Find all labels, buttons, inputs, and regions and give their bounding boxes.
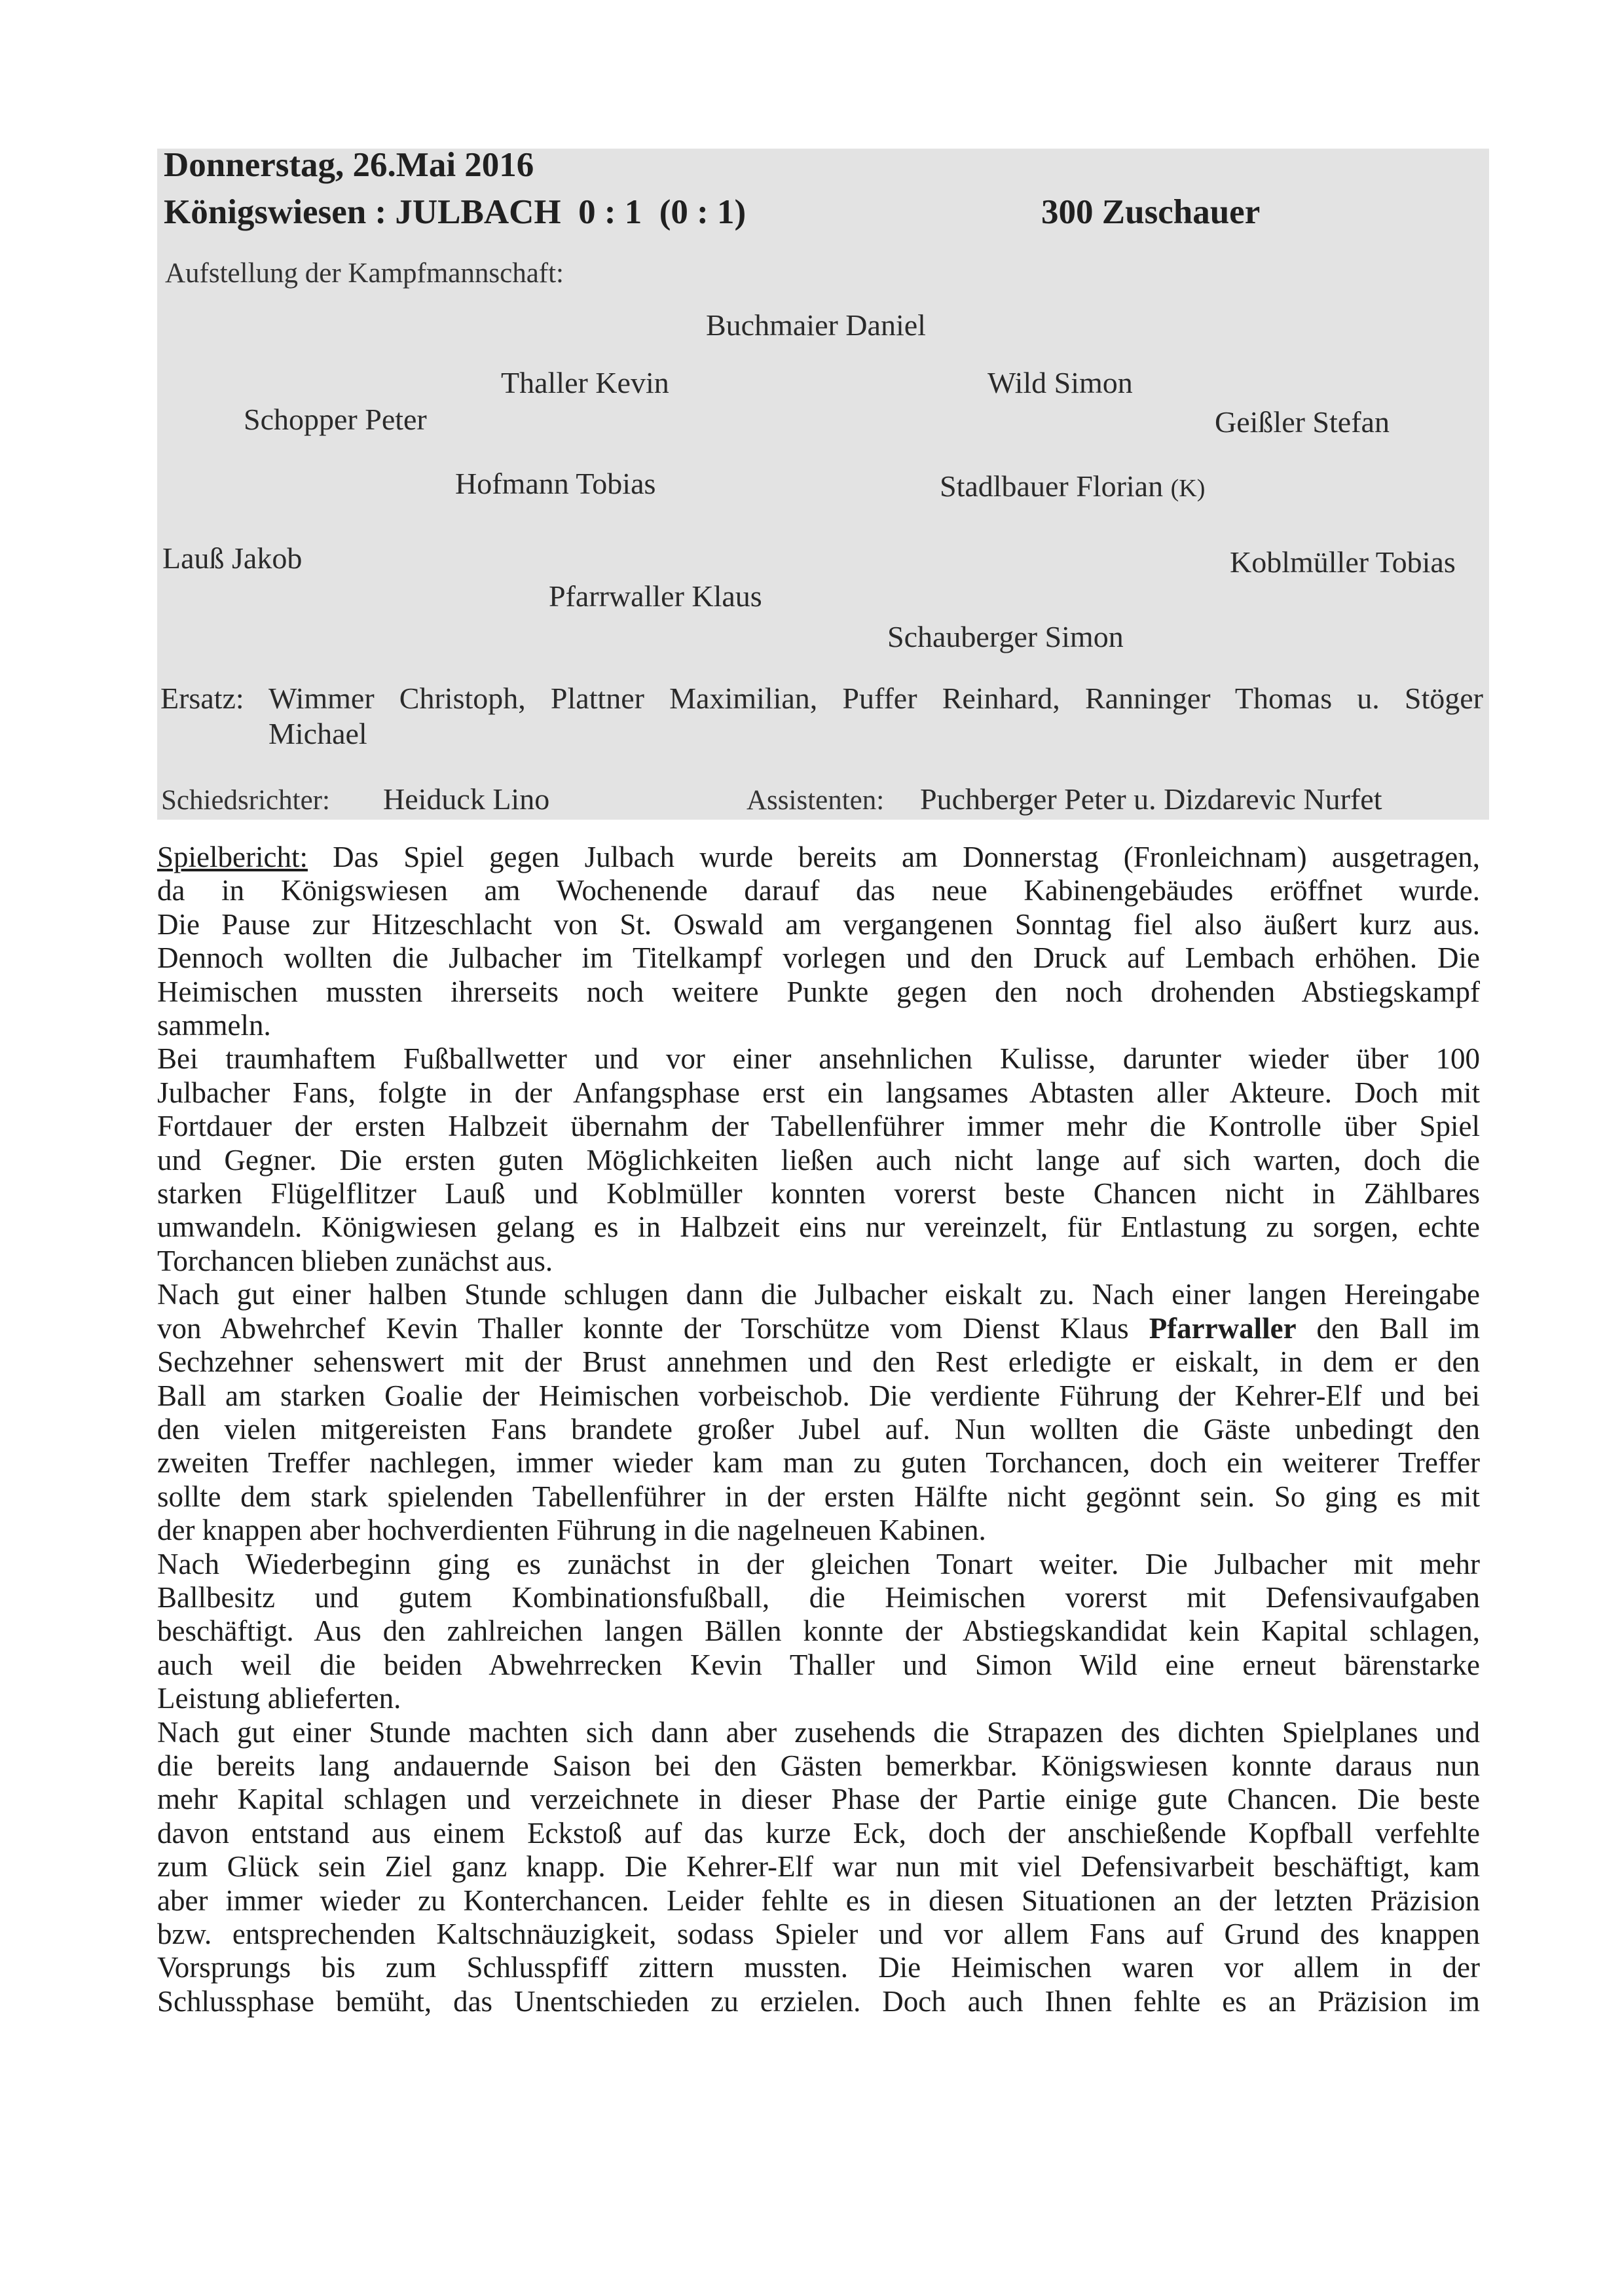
report-line: auch weil die beiden Abwehrrecken Kevin Thaller und Simon Wild eine erneut bärenstarke	[157, 1648, 1480, 1681]
subs-label: Ersatz:	[160, 682, 244, 715]
report-line: Dennoch wollten die Julbacher im Titelkampf vorlegen und den Druck auf Lembach erhöhen. Die	[157, 941, 1480, 975]
report-line: Sechzehner sehenswert mit der Brust annehmen und den Rest erledigte er eiskalt, in dem er den	[157, 1345, 1480, 1379]
report-line: Heimischen mussten ihrerseits noch weitere Punkte gegen den noch drohenden Abstiegskampf	[157, 975, 1480, 1008]
player-wild: Wild Simon	[987, 366, 1133, 399]
report-line: starken Flügelflitzer Lauß und Koblmüller konnten vorerst beste Chancen nicht in Zählbares	[157, 1177, 1480, 1211]
report-line: Nach Wiederbeginn ging es zunächst in der gleichen Tonart weiter. Die Julbacher mit mehr	[157, 1547, 1480, 1580]
assistants-names: Puchberger Peter u. Dizdarevic Nurfet	[920, 782, 1382, 816]
match-report	[157, 841, 1480, 2018]
report-line: davon entstand aus einem Eckstoß auf das kurze Eck, doch der anschießende Kopfball verfehlte	[157, 1816, 1480, 1850]
report-line: die bereits lang andauernde Saison bei den Gästen bemerkbar. Königswiesen konnte daraus nun	[157, 1749, 1480, 1782]
report-line: Ballbesitz und gutem Kombinationsfußball, die Heimischen vorerst mit Defensivaufgaben	[157, 1580, 1480, 1614]
report-line: Bei traumhaftem Fußballwetter und vor einer ansehnlichen Kulisse, darunter wieder über 100	[157, 1042, 1480, 1076]
referee-name: Heiduck Lino	[383, 782, 550, 816]
match-date: Donnerstag, 26.Mai 2016	[164, 146, 534, 184]
report-line: zum Glück sein Ziel ganz knapp. Die Kehrer-Elf war nun mit viel Defensivarbeit beschäftigt, kam	[157, 1850, 1480, 1884]
captain-mark: (K)	[1170, 475, 1206, 502]
spectator-count: 300 Zuschauer	[1041, 193, 1261, 231]
player-thaller: Thaller Kevin	[501, 366, 669, 399]
player-lauss: Lauß Jakob	[162, 541, 303, 575]
report-line: von Abwehrchef Kevin Thaller konnte der Torschütze vom Dienst Klaus Pfarrwaller den Ball im	[157, 1311, 1480, 1345]
report-line: Vorsprungs bis zum Schlusspfiff zittern mussten. Die Heimischen waren vor allem in der	[157, 1951, 1480, 1984]
report-line: Nach gut einer halben Stunde schlugen dann die Julbacher eiskalt zu. Nach einer langen Hereingabe	[157, 1278, 1480, 1311]
player-hofmann: Hofmann Tobias	[455, 467, 656, 500]
referee-label: Schiedsrichter:	[161, 785, 330, 816]
report-line: beschäftigt. Aus den zahlreichen langen Bällen konnte der Abstiegskandidat kein Kapital schlagen,	[157, 1614, 1480, 1648]
player-schauberger: Schauberger Simon	[887, 620, 1124, 653]
match-score: Königswiesen : JULBACH 0 : 1 (0 : 1)	[164, 193, 747, 231]
subs-list-line1: Wimmer Christoph, Plattner Maximilian, Puffer Reinhard, Ranninger Thomas u. Stöger	[268, 682, 1483, 715]
report-line: sollte dem stark spielenden Tabellenführer in der ersten Hälfte nicht gegönnt sein. So ging es mit	[157, 1480, 1480, 1513]
player-geissler: Geißler Stefan	[1215, 405, 1390, 439]
report-line: da in Königswiesen am Wochenende darauf das neue Kabinengebäudes eröffnet wurde.	[157, 874, 1480, 907]
report-line: Leistung ablieferten.	[157, 1682, 401, 1715]
report-line: Ball am starken Goalie der Heimischen vorbeischob. Die verdiente Führung der Kehrer-Elf und bei	[157, 1379, 1480, 1412]
player-stadlbauer-name: Stadlbauer Florian	[940, 469, 1164, 503]
report-line: sammeln.	[157, 1009, 271, 1042]
report-line: Julbacher Fans, folgte in der Anfangsphase erst ein langsames Abtasten aller Akteure. Doch mit	[157, 1076, 1480, 1109]
scorer-name: Pfarrwaller	[1149, 1311, 1297, 1345]
player-goalkeeper: Buchmaier Daniel	[706, 308, 926, 342]
report-line: Schlussphase bemüht, das Unentschieden zu erzielen. Doch auch Ihnen fehlte es an Präzision im	[157, 1984, 1480, 2018]
player-koblmueller: Koblmüller Tobias	[1230, 545, 1456, 579]
lineup-heading: Aufstellung der Kampfmannschaft:	[165, 258, 564, 289]
subs-list-line2: Michael	[268, 717, 367, 750]
player-schopper: Schopper Peter	[244, 403, 427, 436]
report-line: Spielbericht: Das Spiel gegen Julbach wurde bereits am Donnerstag (Fronleichnam) ausgetragen,	[157, 841, 1480, 873]
report-line: Fortdauer der ersten Halbzeit übernahm der Tabellenführer immer mehr die Kontrolle über Spiel	[157, 1110, 1480, 1143]
report-label: Spielbericht:	[157, 841, 308, 873]
report-line: Nach gut einer Stunde machten sich dann aber zusehends die Strapazen des dichten Spielplanes und	[157, 1715, 1480, 1749]
report-line: mehr Kapital schlagen und verzeichnete in dieser Phase der Partie einige gute Chancen. Die beste	[157, 1783, 1480, 1816]
report-line: umwandeln. Königwiesen gelang es in Halbzeit eins nur vereinzelt, für Entlastung zu sorgen, echte	[157, 1211, 1480, 1244]
report-line: aber immer wieder zu Konterchancen. Leider fehlte es in diesen Situationen an der letzten Präzision	[157, 1884, 1480, 1917]
player-pfarrwaller: Pfarrwaller Klaus	[549, 579, 762, 613]
report-line: und Gegner. Die ersten guten Möglichkeiten ließen auch nicht lange auf sich warten, doch die	[157, 1143, 1480, 1176]
report-line: Torchancen blieben zunächst aus.	[157, 1244, 553, 1277]
report-line: Die Pause zur Hitzeschlacht von St. Oswald am vergangenen Sonntag fiel also äußert kurz aus.	[157, 907, 1480, 941]
report-line: zweiten Treffer nachlegen, immer wieder kam man zu guten Torchancen, doch ein weiterer Treffer	[157, 1446, 1480, 1480]
report-line: bzw. entsprechenden Kaltschnäuzigkeit, sodass Spieler und vor allem Fans auf Grund des knappen	[157, 1918, 1480, 1950]
assistants-label: Assistenten:	[747, 785, 885, 816]
player-stadlbauer	[940, 469, 1205, 503]
report-line: der knappen aber hochverdienten Führung in die nagelneuen Kabinen.	[157, 1514, 986, 1547]
report-line: den vielen mitgereisten Fans brandete großer Jubel auf. Nun wollten die Gäste unbedingt den	[157, 1412, 1480, 1446]
